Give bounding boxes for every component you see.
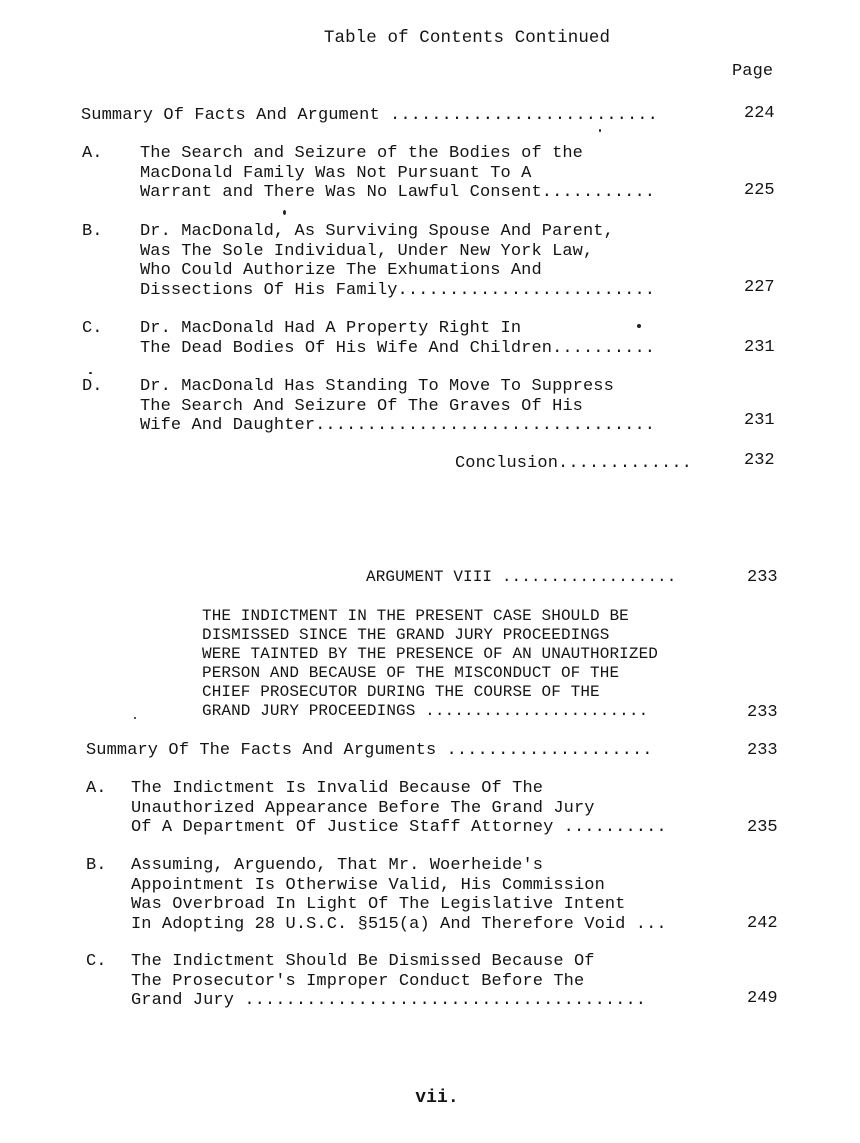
- toc-conclusion-text: Conclusion.............: [455, 454, 692, 473]
- toc-item-letter: A.: [82, 144, 103, 163]
- toc-item-page: 242: [747, 914, 778, 933]
- toc-item-page: 249: [747, 989, 778, 1008]
- toc-item-line: The Indictment Is Invalid Because Of The: [131, 779, 544, 798]
- toc-item-line: Dissections Of His Family.........................: [140, 280, 656, 300]
- page-number: vii.: [415, 1088, 459, 1108]
- toc-item-letter: B.: [82, 222, 103, 241]
- toc-item-letter: B.: [86, 856, 107, 875]
- toc-item-page: 225: [744, 181, 775, 200]
- toc-item-line: Assuming, Arguendo, That Mr. Woerheide's: [131, 856, 544, 875]
- scan-speck: [599, 129, 601, 132]
- toc-argument-heading-line: THE INDICTMENT IN THE PRESENT CASE SHOULD BE: [202, 607, 629, 625]
- toc-summary-text: Summary Of Facts And Argument ..........................: [81, 106, 658, 125]
- toc-item-line: Who Could Authorize The Exhumations And: [140, 261, 542, 280]
- toc-item-line: The Prosecutor's Improper Conduct Before The: [131, 971, 585, 991]
- toc-item-line: MacDonald Family Was Not Pursuant To A: [140, 163, 532, 183]
- toc-item-letter: A.: [86, 779, 107, 798]
- toc-argument-heading-line: PERSON AND BECAUSE OF THE MISCONDUCT OF THE: [202, 664, 620, 682]
- toc-item-page: 235: [747, 818, 778, 837]
- toc-item-line: In Adopting 28 U.S.C. §515(a) And Therefore Void ...: [131, 914, 667, 934]
- toc-item-line: Of A Department Of Justice Staff Attorney ..........: [131, 818, 667, 837]
- page-column-label: Page: [732, 62, 774, 81]
- toc-item-page: 227: [744, 278, 775, 297]
- toc-item-line: The Dead Bodies Of His Wife And Children..........: [140, 338, 656, 358]
- toc-item-letter: D.: [82, 377, 103, 396]
- toc-item-line: Grand Jury .......................................: [131, 991, 647, 1010]
- toc-argument-title: ARGUMENT VIII ..................: [366, 568, 677, 586]
- toc-item-line: The Search And Seizure Of The Graves Of His: [140, 396, 583, 416]
- toc-item-letter: C.: [82, 319, 103, 338]
- toc-argument-heading-page: 233: [747, 703, 778, 722]
- page-title: Table of Contents Continued: [323, 28, 611, 48]
- toc-argument-heading-line: GRAND JURY PROCEEDINGS .......................: [202, 702, 649, 720]
- scan-speck: [283, 210, 286, 215]
- scan-speck: [637, 324, 641, 328]
- toc-argument-page: 233: [747, 568, 778, 587]
- toc-conclusion-page: 232: [744, 451, 775, 470]
- toc-item-line: Dr. MacDonald Had A Property Right In: [140, 319, 522, 338]
- scan-speck: [89, 372, 92, 374]
- toc-item-line: Wife And Daughter.................................: [140, 416, 656, 435]
- toc-summary-page: 224: [744, 104, 775, 123]
- toc-item-line: Was The Sole Individual, Under New York Law,: [140, 241, 594, 261]
- toc-argument-heading-line: DISMISSED SINCE THE GRAND JURY PROCEEDINGS: [202, 626, 610, 644]
- scan-speck: [134, 717, 136, 719]
- toc-item-page: 231: [744, 411, 775, 430]
- toc-item-line: The Search and Seizure of the Bodies of the: [140, 144, 583, 163]
- toc-item-line: Appointment Is Otherwise Valid, His Commission: [131, 875, 605, 895]
- toc-item-line: The Indictment Should Be Dismissed Because Of: [131, 952, 595, 971]
- toc-argument-heading-line: WERE TAINTED BY THE PRESENCE OF AN UNAUTHORIZED: [202, 645, 658, 663]
- toc-item-line: Unauthorized Appearance Before The Grand Jury: [131, 798, 595, 818]
- toc-item-letter: C.: [86, 952, 107, 971]
- toc-item-line: Dr. MacDonald Has Standing To Move To Suppress: [140, 377, 614, 396]
- toc-summary-text: Summary Of The Facts And Arguments ....................: [86, 741, 653, 760]
- toc-item-line: Dr. MacDonald, As Surviving Spouse And Parent,: [140, 222, 614, 241]
- toc-item-page: 231: [744, 338, 775, 357]
- toc-summary-page: 233: [747, 741, 778, 760]
- toc-item-line: Warrant and There Was No Lawful Consent...........: [140, 183, 656, 202]
- toc-item-line: Was Overbroad In Light Of The Legislative Intent: [131, 895, 626, 914]
- toc-argument-heading-line: CHIEF PROSECUTOR DURING THE COURSE OF THE: [202, 683, 600, 701]
